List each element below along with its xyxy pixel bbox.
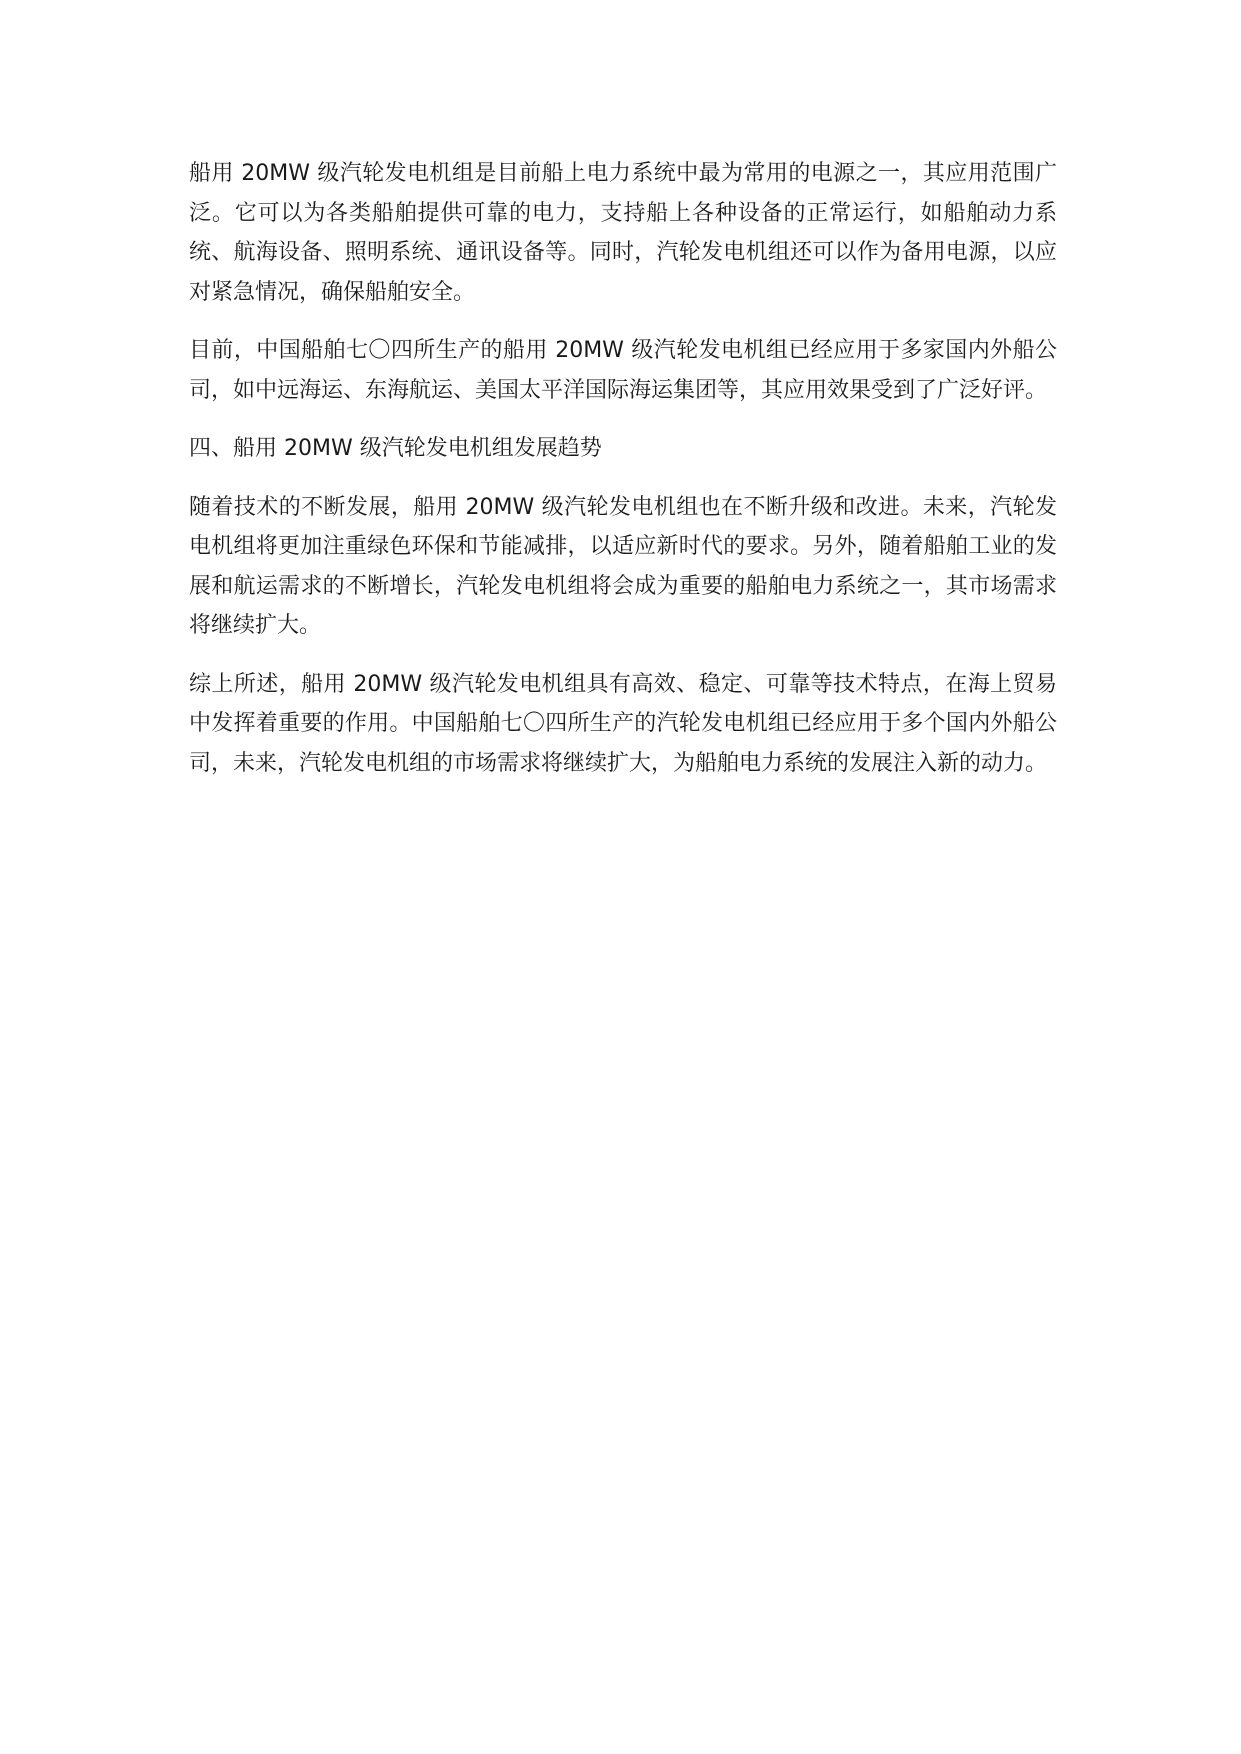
section-heading-trends: 四、船用 20MW 级汽轮发电机组发展趋势 [189,436,602,461]
paragraph-future-development: 随着技术的不断发展，船用 20MW 级汽轮发电机组也在不断升级和改进。未来，汽轮发电机组将更加注重绿色环保和节能减排，以适应新时代的要求。另外，随着船舶工业的发展和航运需求的不断增长，汽轮发电机组将会成为重要的船舶电力系统之一，其市场需求将继续扩大。 [189,494,1057,638]
paragraph-current-usage: 目前，中国船舶七〇四所生产的船用 20MW 级汽轮发电机组已经应用于多家国内外船公司，如中远海运、东海航运、美国太平洋国际海运集团等，其应用效果受到了广泛好评。 [189,338,1057,403]
paragraph-application-scope: 船用 20MW 级汽轮发电机组是目前船上电力系统中最为常用的电源之一，其应用范围广泛。它可以为各类船舶提供可靠的电力，支持船上各种设备的正常运行，如船舶动力系统、航海设备、照明系统、通讯设备等。同时，汽轮发电机组还可以作为备用电源，以应对紧急情况，确保船舶安全。 [189,161,1057,305]
paragraph-summary: 综上所述，船用 20MW 级汽轮发电机组具有高效、稳定、可靠等技术特点，在海上贸易中发挥着重要的作用。中国船舶七〇四所生产的汽轮发电机组已经应用于多个国内外船公司，未来，汽轮发电机组的市场需求将继续扩大，为船舶电力系统的发展注入新的动力。 [189,671,1057,776]
document-body [189,154,1057,802]
